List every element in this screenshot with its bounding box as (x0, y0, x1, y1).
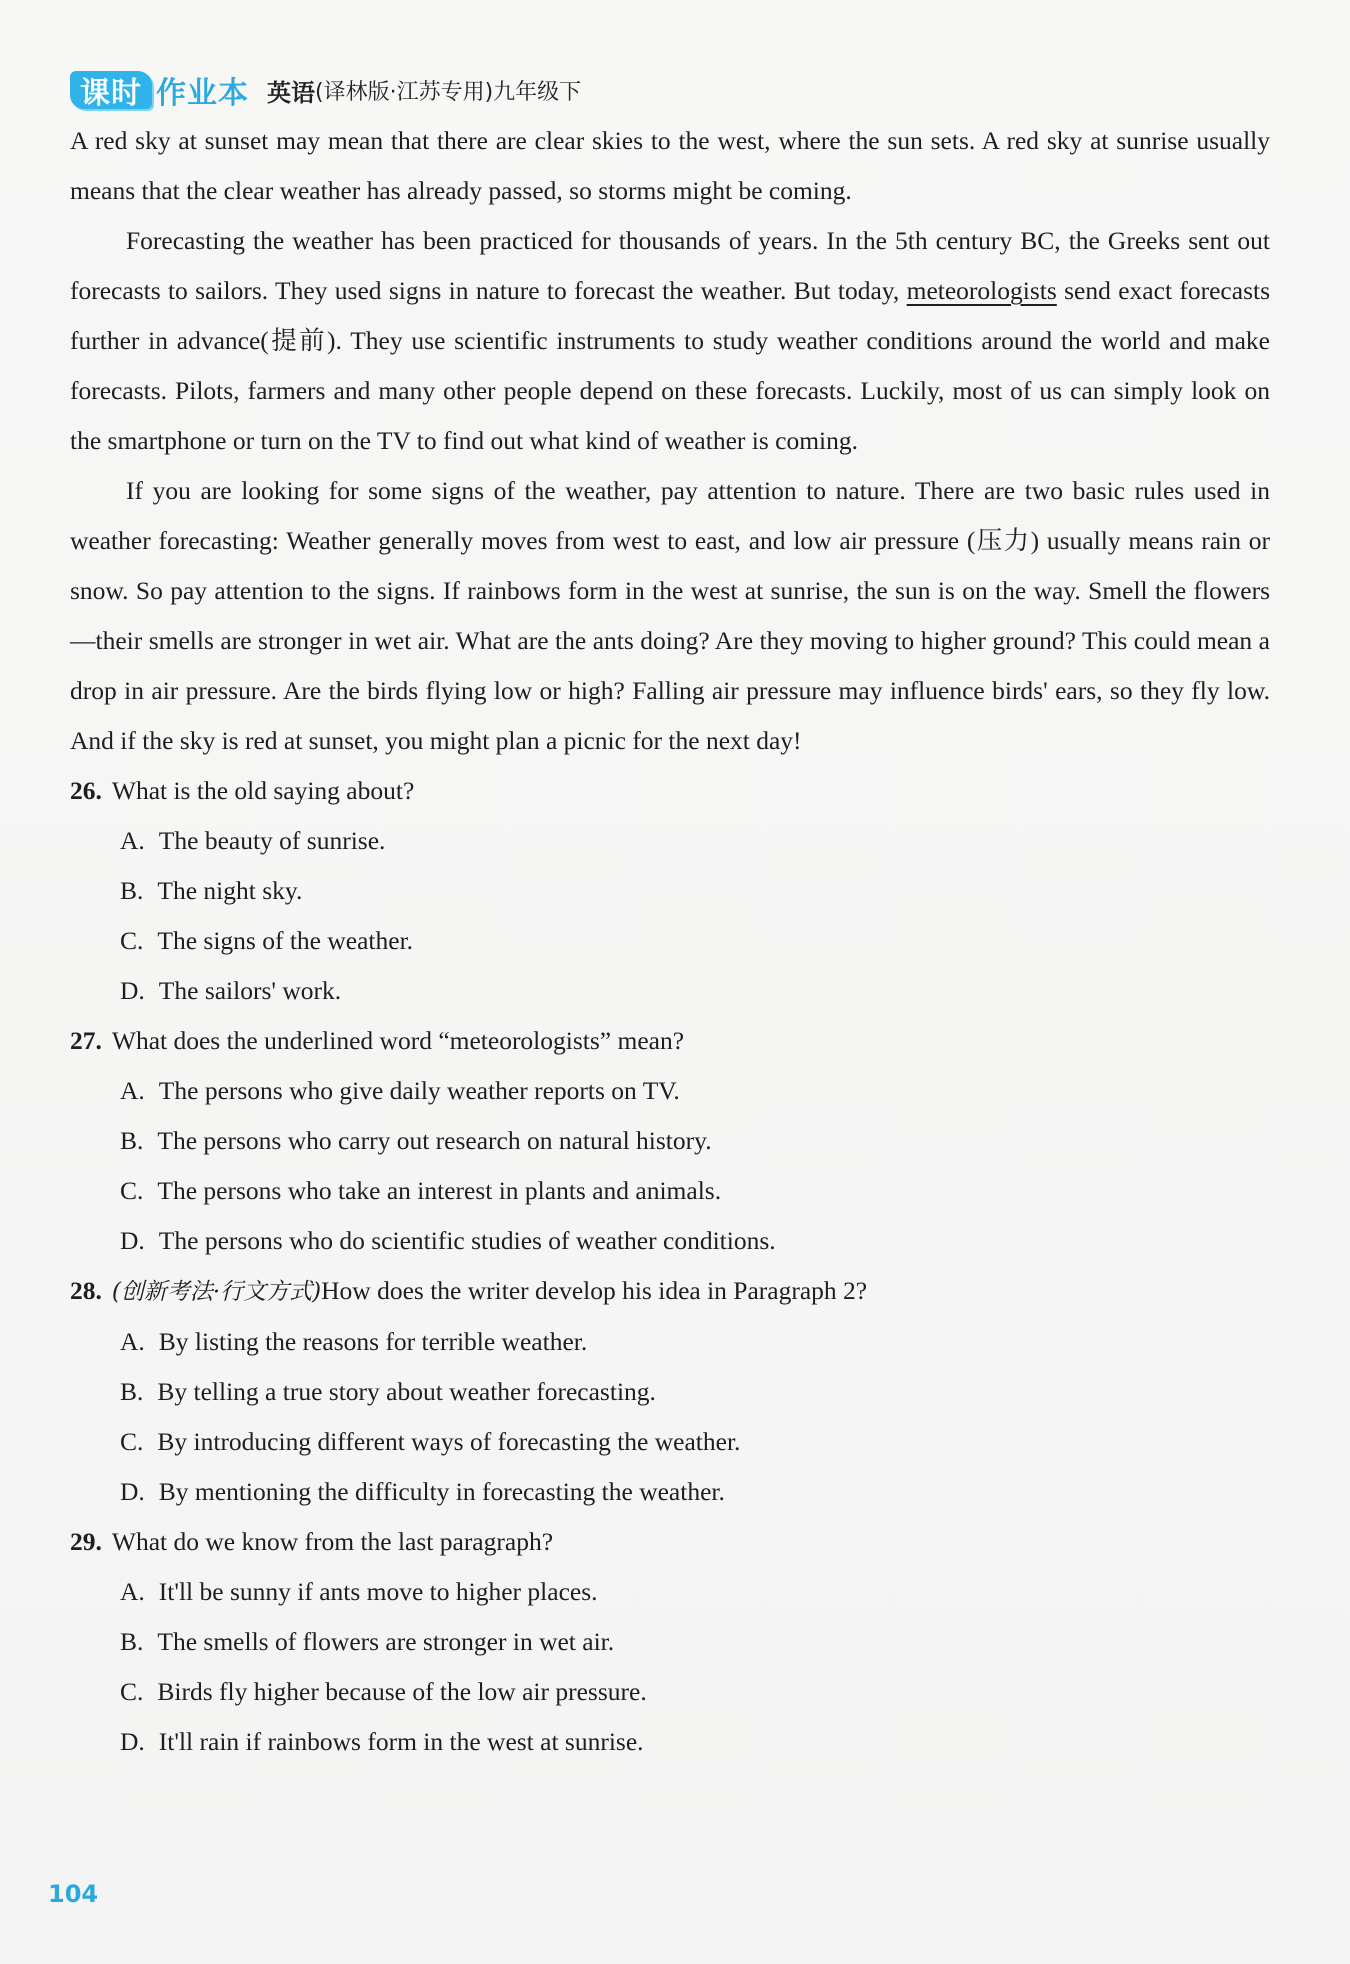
paragraph-2-end: send exact forecasts further in advance(提前). They use scientific instruments to study weather conditions around the world and make forecasts. Pilots, farmers and many other people depend on these forecasts. Luckily, most of us can simply look on the smartphone or turn on the TV to find out what kind of weather is coming. (70, 276, 1271, 455)
option-text: The persons who give daily weather reports on TV. (158, 1076, 680, 1105)
answer-option[interactable] (120, 1717, 1270, 1767)
question-stem: How does the writer develop his idea in Paragraph 2? (321, 1276, 868, 1305)
option-letter: C. (120, 1677, 144, 1706)
option-text: Birds fly higher because of the low air pressure. (157, 1677, 647, 1706)
question-stem: What do we know from the last paragraph? (111, 1527, 554, 1556)
option-letter: A. (120, 1577, 145, 1606)
question-stem: What is the old saying about? (111, 776, 415, 805)
option-text: It'll be sunny if ants move to higher places. (158, 1577, 598, 1606)
answer-option[interactable] (120, 1116, 1270, 1166)
answer-option[interactable] (120, 1066, 1270, 1116)
reading-passage (70, 116, 1270, 1767)
answer-option[interactable] (120, 1367, 1270, 1417)
option-text: By listing the reasons for terrible weather. (158, 1327, 588, 1356)
question (70, 766, 1270, 816)
question-number: 28. (70, 1276, 102, 1305)
option-letter: A. (120, 1076, 145, 1105)
paragraph-1: A red sky at sunset may mean that there are clear skies to the west, where the sun sets. A red sky at sunrise usually means that the clear weather has already passed, so storms might be coming. (70, 126, 1270, 205)
answer-option[interactable] (120, 866, 1270, 916)
question-tag: (创新考法·行文方式) (111, 1279, 322, 1305)
question-number: 26. (70, 776, 102, 805)
option-text: The persons who take an interest in plants and animals. (157, 1176, 722, 1205)
option-letter: B. (120, 876, 144, 905)
subject-title: 英语 (267, 78, 315, 107)
paragraph-2-start: Forecasting the weather has been practiced for thousands of years. In the 5th century BC, the Greeks sent out forecasts to sailors. They used signs in nature to forecast the weather. But today, (70, 226, 1270, 305)
option-letter: B. (120, 1126, 144, 1155)
question-list (70, 766, 1270, 1767)
page-header (70, 68, 581, 112)
paragraph-3: If you are looking for some signs of the weather, pay attention to nature. There are two basic rules used in weather forecasting: Weather generally moves from west to east, and low air pressure (压力) usually means rain or snow. So pay attention to the signs. If rainbows form in the west at sunrise, the sun is on the way. Smell the flowers—their smells are stronger in wet air. What are the ants doing? Are they moving to higher ground? This could mean a drop in air pressure. Are the birds flying low or high? Falling air pressure may influence birds' ears, so they fly low. And if the sky is red at sunset, you might plan a picnic for the next day! (70, 476, 1270, 755)
option-letter: D. (120, 1727, 145, 1756)
underlined-word: meteorologists (906, 276, 1057, 305)
answer-option[interactable] (120, 1317, 1270, 1367)
option-text: The persons who do scientific studies of weather conditions. (158, 1226, 776, 1255)
page-number: 104 (48, 1880, 99, 1908)
answer-option[interactable] (120, 916, 1270, 966)
answer-option[interactable] (120, 1467, 1270, 1517)
answer-option[interactable] (120, 1216, 1270, 1266)
option-letter: B. (120, 1627, 144, 1656)
question (70, 1016, 1270, 1066)
answer-option[interactable] (120, 1617, 1270, 1667)
answer-option[interactable] (120, 1417, 1270, 1467)
option-letter: C. (120, 926, 144, 955)
paragraph-2 (70, 216, 1270, 466)
option-text: By introducing different ways of forecasting the weather. (157, 1427, 741, 1456)
option-text: By mentioning the difficulty in forecasting the weather. (158, 1477, 725, 1506)
option-text: The sailors' work. (158, 976, 342, 1005)
option-letter: D. (120, 976, 145, 1005)
answer-option[interactable] (120, 1567, 1270, 1617)
answer-option[interactable] (120, 816, 1270, 866)
question (70, 1266, 1270, 1317)
option-letter: C. (120, 1427, 144, 1456)
option-text: The smells of flowers are stronger in wet air. (157, 1627, 615, 1656)
option-letter: B. (120, 1377, 144, 1406)
option-text: By telling a true story about weather forecasting. (157, 1377, 656, 1406)
option-letter: A. (120, 1327, 145, 1356)
answer-option[interactable] (120, 1166, 1270, 1216)
edition-info: (译林版·江苏专用)九年级下 (315, 79, 582, 105)
answer-option[interactable] (120, 1667, 1270, 1717)
brand-logo-text: 作业本 (156, 76, 249, 111)
option-text: The signs of the weather. (157, 926, 414, 955)
option-letter: D. (120, 1477, 145, 1506)
option-text: It'll rain if rainbows form in the west at sunrise. (158, 1727, 644, 1756)
answer-option[interactable] (120, 966, 1270, 1016)
question-number: 27. (70, 1026, 102, 1055)
option-letter: C. (120, 1176, 144, 1205)
option-text: The night sky. (157, 876, 303, 905)
option-letter: A. (120, 826, 145, 855)
option-text: The persons who carry out research on natural history. (157, 1126, 712, 1155)
question-number: 29. (70, 1527, 102, 1556)
option-text: The beauty of sunrise. (158, 826, 386, 855)
brand-logo-badge: 课时 (70, 71, 152, 109)
question (70, 1517, 1270, 1567)
option-letter: D. (120, 1226, 145, 1255)
question-stem: What does the underlined word “meteorologists” mean? (111, 1026, 685, 1055)
